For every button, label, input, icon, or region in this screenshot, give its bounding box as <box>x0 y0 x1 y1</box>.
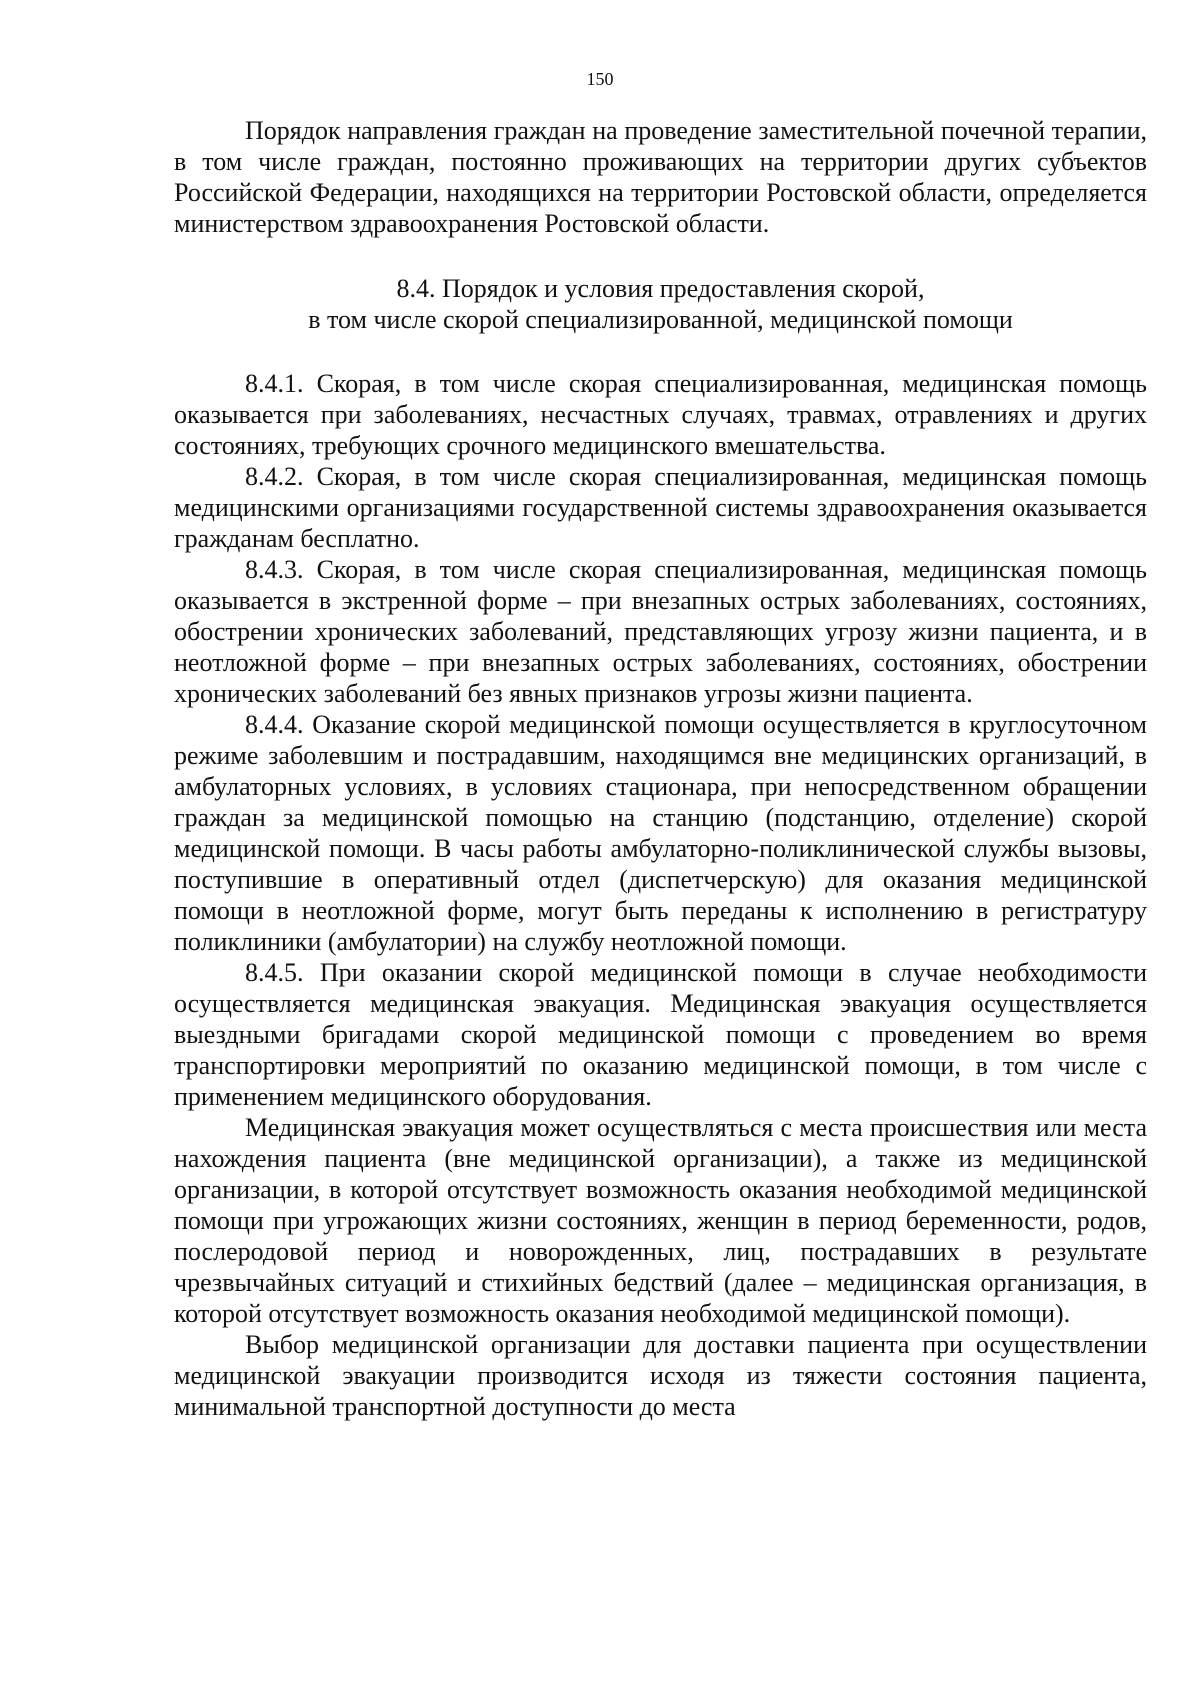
page-number: 150 <box>586 69 614 89</box>
document-body <box>174 115 1147 1422</box>
paragraph-8-4-1: 8.4.1. Скорая, в том числе скорая специализированная, медицинская помощь оказывается при заболеваниях, несчастных случаях, травмах, отравлениях и других состояниях, требующих срочного медицинского вмешательства. <box>174 369 1147 460</box>
paragraph-evacuation: Медицинская эвакуация может осуществляться с места происшествия или места нахождения пациента (вне медицинской организации), а также из медицинской организации, в которой отсутствует возможность оказания необходимой медицинской помощи при угрожающих жизни состояниях, женщин в период беременности, родов, послеродовой период и новорожденных, лиц, пострадавших в результате чрезвычайных ситуаций и стихийных бедствий (далее – медицинская организация, в которой отсутствует возможность оказания необходимой медицинской помощи). <box>174 1113 1147 1328</box>
intro-paragraph: Порядок направления граждан на проведение заместительной почечной терапии, в том числе граждан, постоянно проживающих на территории других субъектов Российской Федерации, находящихся на территории Ростовской области, определяется министерством здравоохранения Ростовской области. <box>174 116 1147 238</box>
paragraph-selection: Выбор медицинской организации для доставки пациента при осуществлении медицинской эвакуации производится исходя из тяжести состояния пациента, минимальной транспортной доступности до места <box>174 1330 1147 1421</box>
section-heading-line-2: в том числе скорой специализированной, медицинской помощи <box>308 305 1013 334</box>
paragraph-8-4-3: 8.4.3. Скорая, в том числе скорая специализированная, медицинская помощь оказывается в экстренной форме – при внезапных острых заболеваниях, состояниях, обострении хронических заболеваний, представляющих угрозу жизни пациента, и в неотложной форме – при внезапных острых заболеваниях, состояниях, обострении хронических заболеваний без явных признаков угрозы жизни пациента. <box>174 555 1147 708</box>
paragraph-8-4-4: 8.4.4. Оказание скорой медицинской помощи осуществляется в круглосуточном режиме заболевшим и пострадавшим, находящимся вне медицинских организаций, в амбулаторных условиях, в условиях стационара, при непосредственном обращении граждан за медицинской помощью на станцию (подстанцию, отделение) скорой медицинской помощи. В часы работы амбулаторно-поликлинической службы вызовы, поступившие в оперативный отдел (диспетчерскую) для оказания медицинской помощи в неотложной форме, могут быть переданы к исполнению в регистратуру поликлиники (амбулатории) на службу неотложной помощи. <box>174 710 1147 956</box>
section-heading <box>174 273 1147 335</box>
paragraph-8-4-2: 8.4.2. Скорая, в том числе скорая специализированная, медицинская помощь медицинскими организациями государственной системы здравоохранения оказывается гражданам бесплатно. <box>174 462 1147 553</box>
section-heading-line-1: 8.4. Порядок и условия предоставления скорой, <box>396 274 925 303</box>
paragraph-8-4-5: 8.4.5. При оказании скорой медицинской помощи в случае необходимости осуществляется медицинская эвакуация. Медицинская эвакуация осуществляется выездными бригадами скорой медицинской помощи с проведением во время транспортировки мероприятий по оказанию медицинской помощи, в том числе с применением медицинского оборудования. <box>174 958 1147 1111</box>
